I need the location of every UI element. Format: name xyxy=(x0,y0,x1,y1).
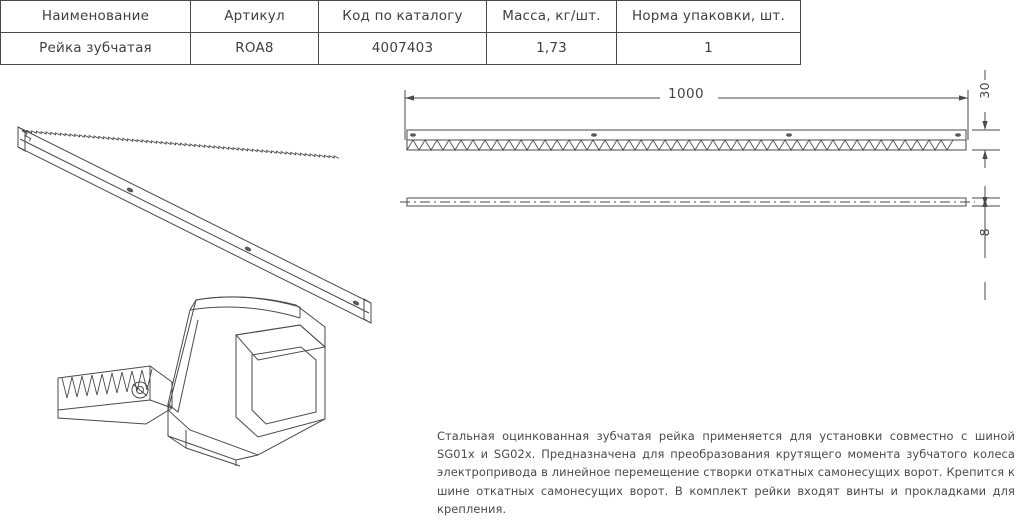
table-header-cell: Код по каталогу xyxy=(319,1,487,33)
product-description-text: Стальная оцинкованная зубчатая рейка применяется для установки совместно с шиной SG01х и SG02х. Предназначена для преобразования крутящего момента зубчатого колеса электропривода в линейное перемещение створки откатных самонесущих ворот. Крепится к шине откатных самонесущих ворот. В комплект рейки входят винты и прокладками для крепления. xyxy=(437,429,1015,516)
table-cell-article: ROA8 xyxy=(191,33,319,65)
table-header-cell: Масса, кг/шт. xyxy=(487,1,617,33)
specification-table xyxy=(0,0,801,65)
table-header-cell: Наименование xyxy=(1,1,191,33)
rack-front-elevation xyxy=(405,70,1000,168)
fastener-detail xyxy=(132,382,148,398)
table-cell-mass: 1,73 xyxy=(487,33,617,65)
dimension-label-length: 1000 xyxy=(668,86,704,102)
table-header-row xyxy=(1,1,801,33)
table-cell-pack-norm: 1 xyxy=(617,33,801,65)
dimension-label-height: 30 xyxy=(977,82,992,99)
table-cell-name: Рейка зубчатая xyxy=(1,33,191,65)
table-header-cell: Норма упаковки, шт. xyxy=(617,1,801,33)
rack-teeth xyxy=(62,369,152,398)
table-header-cell: Артикул xyxy=(191,1,319,33)
elevation-mounting-holes xyxy=(410,133,961,137)
rack-side-view xyxy=(400,186,1000,300)
product-description xyxy=(437,427,1015,518)
table-cell-catalog-code: 4007403 xyxy=(319,33,487,65)
dimension-label-thickness: 8 xyxy=(977,228,992,237)
rack-perspective-view xyxy=(18,127,371,323)
rack-on-profile-view xyxy=(58,297,325,466)
table-row xyxy=(1,33,801,65)
mounting-holes xyxy=(126,187,360,307)
